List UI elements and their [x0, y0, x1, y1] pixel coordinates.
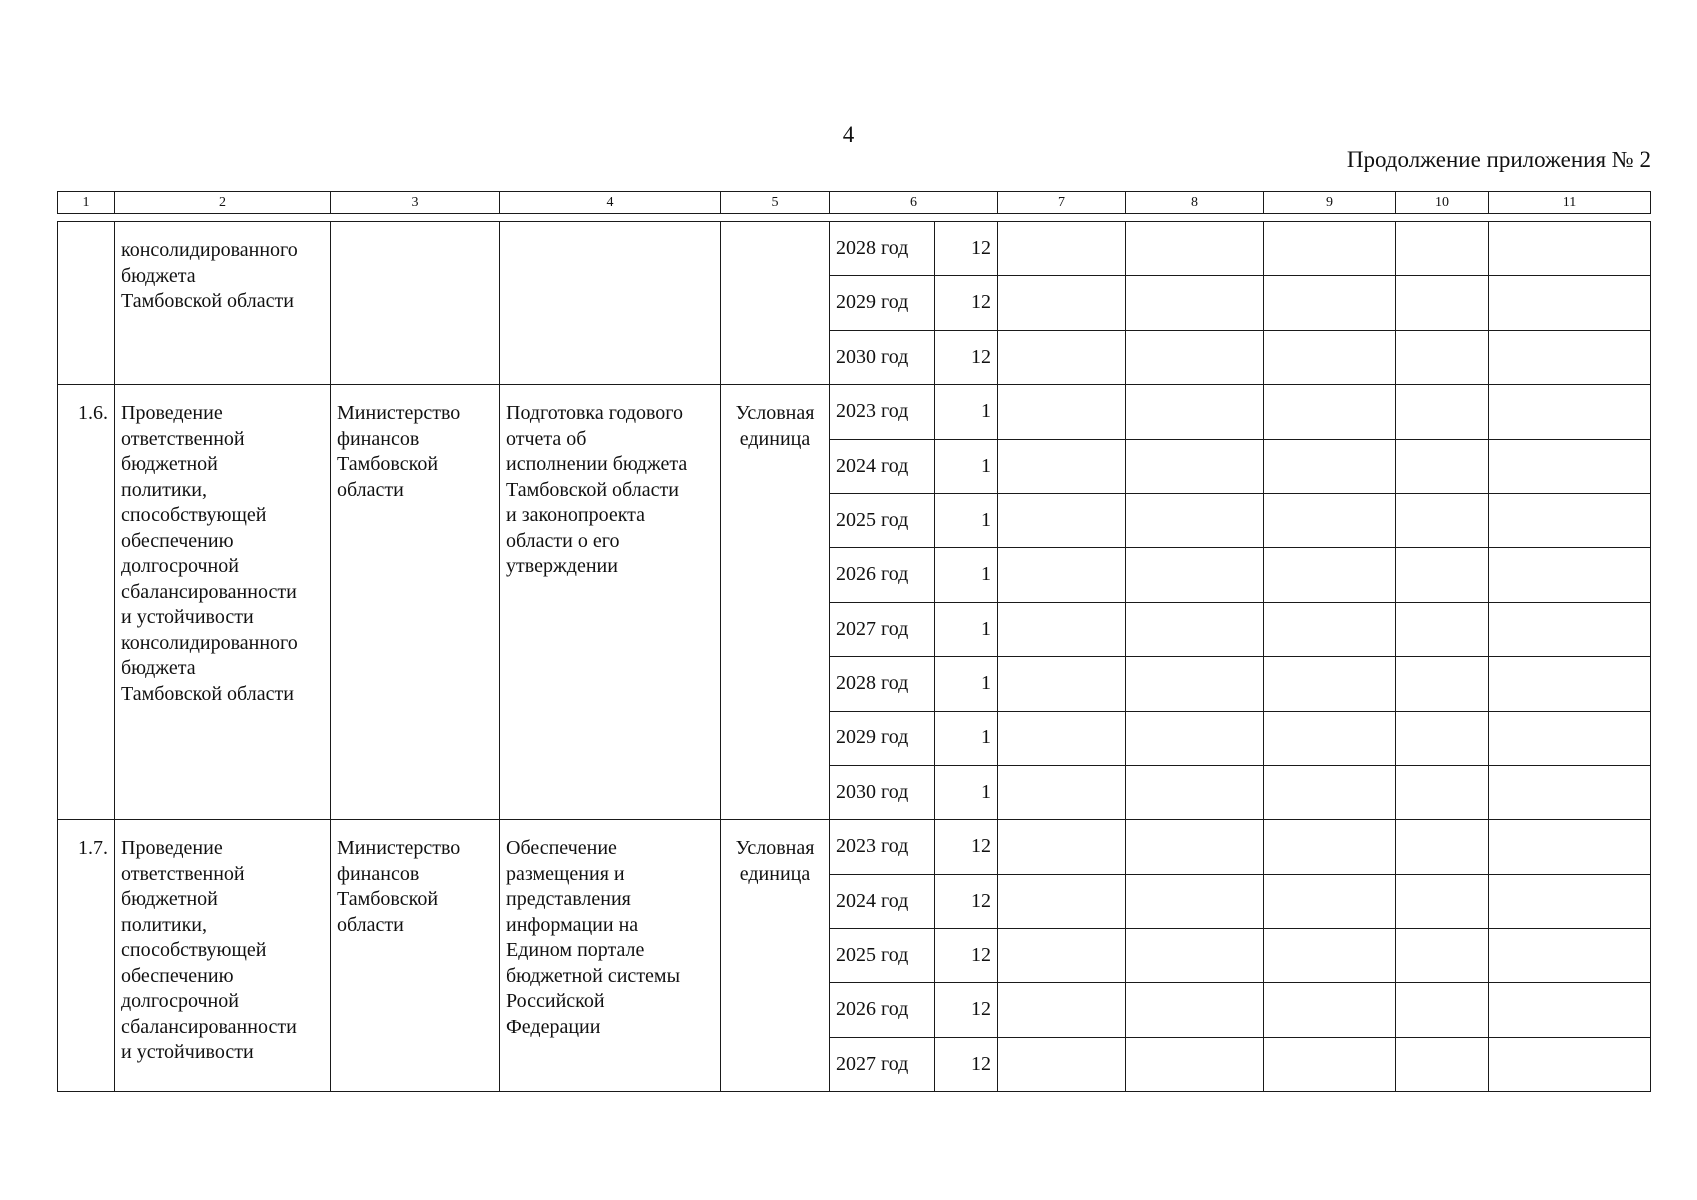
- column-number: 4: [500, 192, 721, 214]
- year-cell: 2026 год: [830, 983, 935, 1037]
- empty-cell: [1126, 493, 1264, 547]
- empty-cell: [1396, 820, 1489, 874]
- indicator-cell: [500, 222, 721, 385]
- empty-cell: [1396, 602, 1489, 656]
- empty-cell: [1489, 385, 1651, 439]
- empty-cell: [998, 711, 1126, 765]
- year-cell: 2025 год: [830, 493, 935, 547]
- empty-cell: [998, 820, 1126, 874]
- empty-cell: [1264, 1037, 1396, 1091]
- value-cell: 1: [935, 548, 998, 602]
- empty-cell: [1489, 657, 1651, 711]
- empty-cell: [998, 222, 1126, 276]
- empty-cell: [1396, 765, 1489, 819]
- empty-cell: [1489, 276, 1651, 330]
- column-number: 1: [58, 192, 115, 214]
- empty-cell: [1264, 385, 1396, 439]
- empty-cell: [998, 1037, 1126, 1091]
- empty-cell: [998, 276, 1126, 330]
- empty-cell: [1264, 711, 1396, 765]
- empty-cell: [1126, 439, 1264, 493]
- empty-cell: [998, 765, 1126, 819]
- empty-cell: [1126, 548, 1264, 602]
- page-number: 4: [842, 122, 855, 147]
- empty-cell: [1126, 330, 1264, 384]
- column-number: 5: [721, 192, 830, 214]
- item-name-cell: Проведение ответственной бюджетной политики, способствующей обеспечению долгосрочной сбалансированности и устойчивости консолидированного бюджета Тамбовской области: [115, 385, 331, 820]
- value-cell: 12: [935, 820, 998, 874]
- unit-cell: [721, 222, 830, 385]
- year-cell: 2027 год: [830, 1037, 935, 1091]
- value-cell: 1: [935, 657, 998, 711]
- value-cell: 1: [935, 711, 998, 765]
- indicators-table: [57, 221, 1651, 1092]
- column-number: 11: [1489, 192, 1651, 214]
- empty-cell: [1126, 820, 1264, 874]
- value-cell: 12: [935, 983, 998, 1037]
- empty-cell: [998, 983, 1126, 1037]
- empty-cell: [998, 493, 1126, 547]
- item-number-cell: [58, 222, 115, 385]
- empty-cell: [1126, 657, 1264, 711]
- empty-cell: [1396, 983, 1489, 1037]
- column-number-header: [57, 191, 1651, 214]
- year-cell: 2028 год: [830, 657, 935, 711]
- unit-cell: Условная единица: [721, 385, 830, 820]
- empty-cell: [1396, 222, 1489, 276]
- year-cell: 2030 год: [830, 330, 935, 384]
- appendix-label: Продолжение приложения № 2: [1346, 147, 1651, 172]
- value-cell: 1: [935, 493, 998, 547]
- value-cell: 12: [935, 929, 998, 983]
- year-cell: 2030 год: [830, 765, 935, 819]
- column-number: 9: [1264, 192, 1396, 214]
- year-cell: 2028 год: [830, 222, 935, 276]
- year-cell: 2024 год: [830, 874, 935, 928]
- column-number: 2: [115, 192, 331, 214]
- empty-cell: [1264, 548, 1396, 602]
- empty-cell: [1264, 874, 1396, 928]
- indicator-cell: Подготовка годового отчета об исполнении бюджета Тамбовской области и законопроекта области о его утверждении: [500, 385, 721, 820]
- empty-cell: [1396, 385, 1489, 439]
- value-cell: 12: [935, 222, 998, 276]
- empty-cell: [1264, 820, 1396, 874]
- unit-cell: Условная единица: [721, 820, 830, 1092]
- empty-cell: [1396, 493, 1489, 547]
- value-cell: 12: [935, 276, 998, 330]
- item-number-cell: 1.6.: [58, 385, 115, 820]
- empty-cell: [1489, 820, 1651, 874]
- year-cell: 2027 год: [830, 602, 935, 656]
- empty-cell: [1126, 765, 1264, 819]
- empty-cell: [998, 548, 1126, 602]
- year-cell: 2029 год: [830, 276, 935, 330]
- empty-cell: [1264, 276, 1396, 330]
- table-row: [58, 385, 1651, 439]
- empty-cell: [998, 602, 1126, 656]
- empty-cell: [1396, 276, 1489, 330]
- item-name-cell: Проведение ответственной бюджетной политики, способствующей обеспечению долгосрочной сбалансированности и устойчивости: [115, 820, 331, 1092]
- empty-cell: [1126, 385, 1264, 439]
- empty-cell: [1489, 1037, 1651, 1091]
- year-cell: 2023 год: [830, 820, 935, 874]
- empty-cell: [1396, 439, 1489, 493]
- empty-cell: [1264, 493, 1396, 547]
- year-cell: 2026 год: [830, 548, 935, 602]
- table-row: [58, 222, 1651, 276]
- empty-cell: [1264, 765, 1396, 819]
- year-cell: 2023 год: [830, 385, 935, 439]
- empty-cell: [1489, 493, 1651, 547]
- value-cell: 12: [935, 874, 998, 928]
- executor-cell: Министерство финансов Тамбовской области: [331, 820, 500, 1092]
- year-cell: 2029 год: [830, 711, 935, 765]
- empty-cell: [1264, 330, 1396, 384]
- year-cell: 2025 год: [830, 929, 935, 983]
- empty-cell: [1489, 548, 1651, 602]
- empty-cell: [1396, 657, 1489, 711]
- column-number: 7: [998, 192, 1126, 214]
- empty-cell: [1489, 874, 1651, 928]
- empty-cell: [1264, 929, 1396, 983]
- empty-cell: [998, 874, 1126, 928]
- empty-cell: [1489, 765, 1651, 819]
- empty-cell: [1126, 276, 1264, 330]
- empty-cell: [1126, 222, 1264, 276]
- empty-cell: [1396, 548, 1489, 602]
- empty-cell: [998, 929, 1126, 983]
- value-cell: 1: [935, 765, 998, 819]
- empty-cell: [1126, 929, 1264, 983]
- empty-cell: [1396, 929, 1489, 983]
- column-number: 8: [1126, 192, 1264, 214]
- value-cell: 12: [935, 1037, 998, 1091]
- value-cell: 12: [935, 330, 998, 384]
- empty-cell: [1264, 439, 1396, 493]
- empty-cell: [1264, 602, 1396, 656]
- empty-cell: [1126, 711, 1264, 765]
- table-row: [58, 820, 1651, 874]
- value-cell: 1: [935, 385, 998, 439]
- column-number: 10: [1396, 192, 1489, 214]
- empty-cell: [1126, 602, 1264, 656]
- executor-cell: [331, 222, 500, 385]
- empty-cell: [1489, 711, 1651, 765]
- empty-cell: [1489, 439, 1651, 493]
- empty-cell: [1396, 330, 1489, 384]
- value-cell: 1: [935, 439, 998, 493]
- empty-cell: [1489, 222, 1651, 276]
- empty-cell: [1396, 1037, 1489, 1091]
- empty-cell: [1489, 983, 1651, 1037]
- empty-cell: [998, 385, 1126, 439]
- empty-cell: [1126, 874, 1264, 928]
- column-number: 3: [331, 192, 500, 214]
- empty-cell: [998, 330, 1126, 384]
- empty-cell: [998, 657, 1126, 711]
- executor-cell: Министерство финансов Тамбовской области: [331, 385, 500, 820]
- empty-cell: [1489, 929, 1651, 983]
- empty-cell: [1489, 602, 1651, 656]
- indicator-cell: Обеспечение размещения и представления информации на Едином портале бюджетной системы Российской Федерации: [500, 820, 721, 1092]
- empty-cell: [1396, 711, 1489, 765]
- empty-cell: [1264, 222, 1396, 276]
- column-number: 6: [830, 192, 998, 214]
- empty-cell: [1126, 1037, 1264, 1091]
- year-cell: 2024 год: [830, 439, 935, 493]
- empty-cell: [1489, 330, 1651, 384]
- item-name-cell: консолидированного бюджета Тамбовской области: [115, 222, 331, 385]
- empty-cell: [1126, 983, 1264, 1037]
- item-number-cell: 1.7.: [58, 820, 115, 1092]
- empty-cell: [1264, 657, 1396, 711]
- empty-cell: [1264, 983, 1396, 1037]
- value-cell: 1: [935, 602, 998, 656]
- empty-cell: [1396, 874, 1489, 928]
- empty-cell: [998, 439, 1126, 493]
